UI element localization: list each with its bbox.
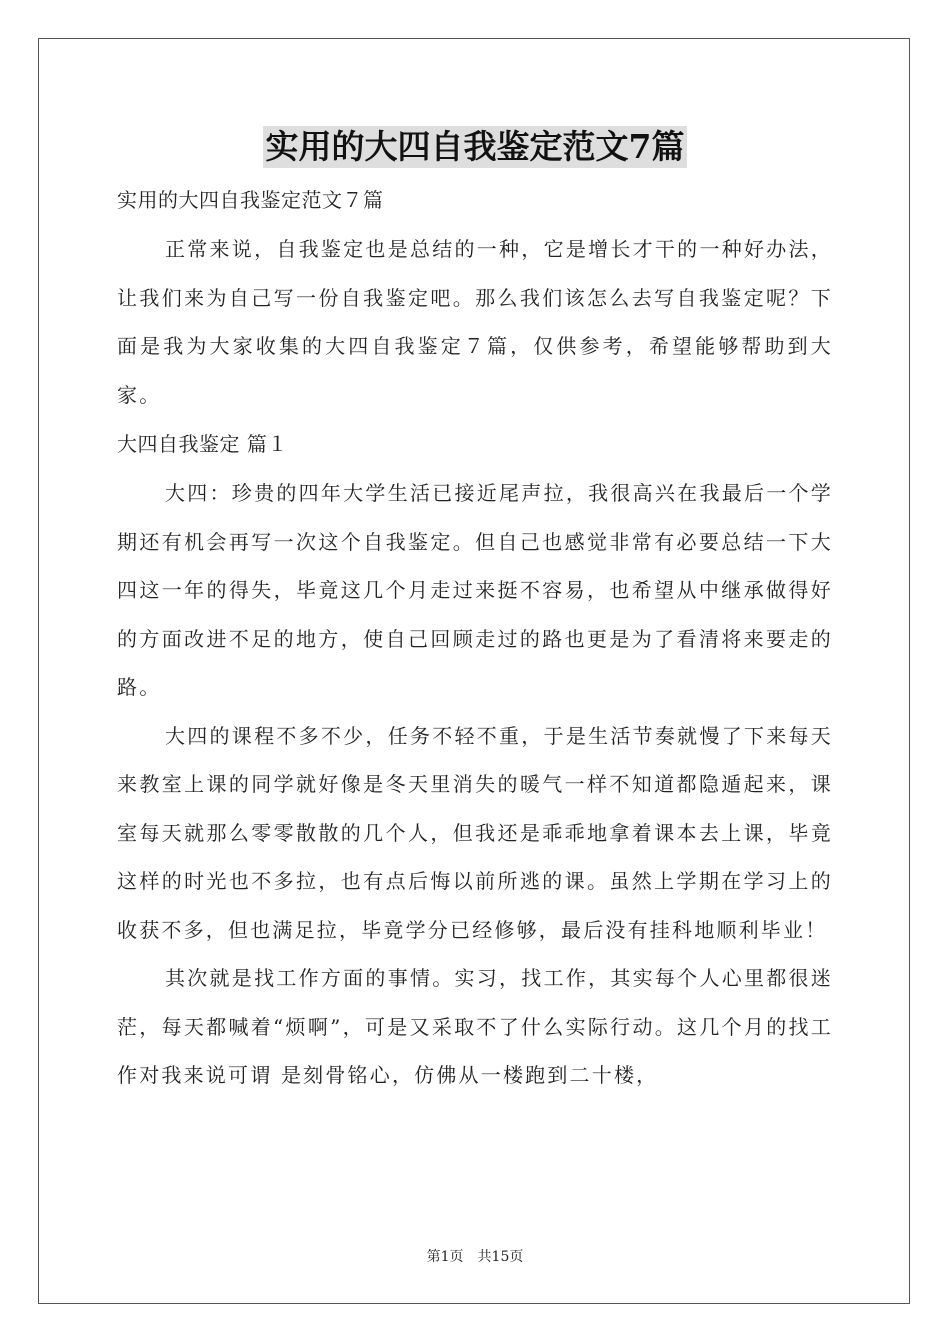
intro-paragraph: 正常来说，自我鉴定也是总结的一种，它是增长才干的一种好办法，让我们来为自己写一份自我鉴定吧。那么我们该怎么去写自我鉴定呢？下面是我为大家收集的大四自我鉴定７篇，仅供参考，希望能够帮助到大家。 (117, 237, 833, 407)
document-body (117, 175, 833, 1100)
section-heading: 大四自我鉴定 篇１ (117, 432, 288, 456)
page-total: 共15页 (477, 1249, 524, 1265)
body-paragraph-2: 大四的课程不多不少，任务不轻不重，于是生活节奏就慢了下来每天来教室上课的同学就好像是冬天里消失的暖气一样不知道都隐遁起来，课室每天就那么零零散散的几个人，但我还是乖乖地拿着课本去上课，毕竟这样的时光也不多拉，也有点后悔以前所逃的课。虽然上学期在学习上的收获不多，但也满足拉，毕竟学分已经修够，最后没有挂科地顺利毕业！ (117, 723, 833, 942)
document-subtitle: 实用的大四自我鉴定范文７篇 (117, 188, 384, 212)
body-paragraph-1: 大四：珍贵的四年大学生活已接近尾声拉，我很高兴在我最后一个学期还有机会再写一次这个自我鉴定。但自己也感觉非常有必要总结一下大四这一年的得失，毕竟这几个月走过来挺不容易，也希望从中继承做得好的方面改进不足的地方，使自己回顾走过的路也更是为了看清将来要走的路。 (117, 481, 833, 699)
document-title-text: 实用的大四自我鉴定范文7篇 (263, 126, 688, 168)
document-title (0, 126, 950, 168)
body-paragraph-3: 其次就是找工作方面的事情。实习，找工作，其实每个人心里都很迷茫，每天都喊着“烦啊”，可是又采取不了什么实际行动。这几个月的找工作对我来说可谓 是刻骨铭心，仿佛从一楼跑到二十楼， (117, 966, 833, 1087)
page-number: 第1页 (426, 1249, 464, 1265)
page-footer (0, 1246, 950, 1266)
